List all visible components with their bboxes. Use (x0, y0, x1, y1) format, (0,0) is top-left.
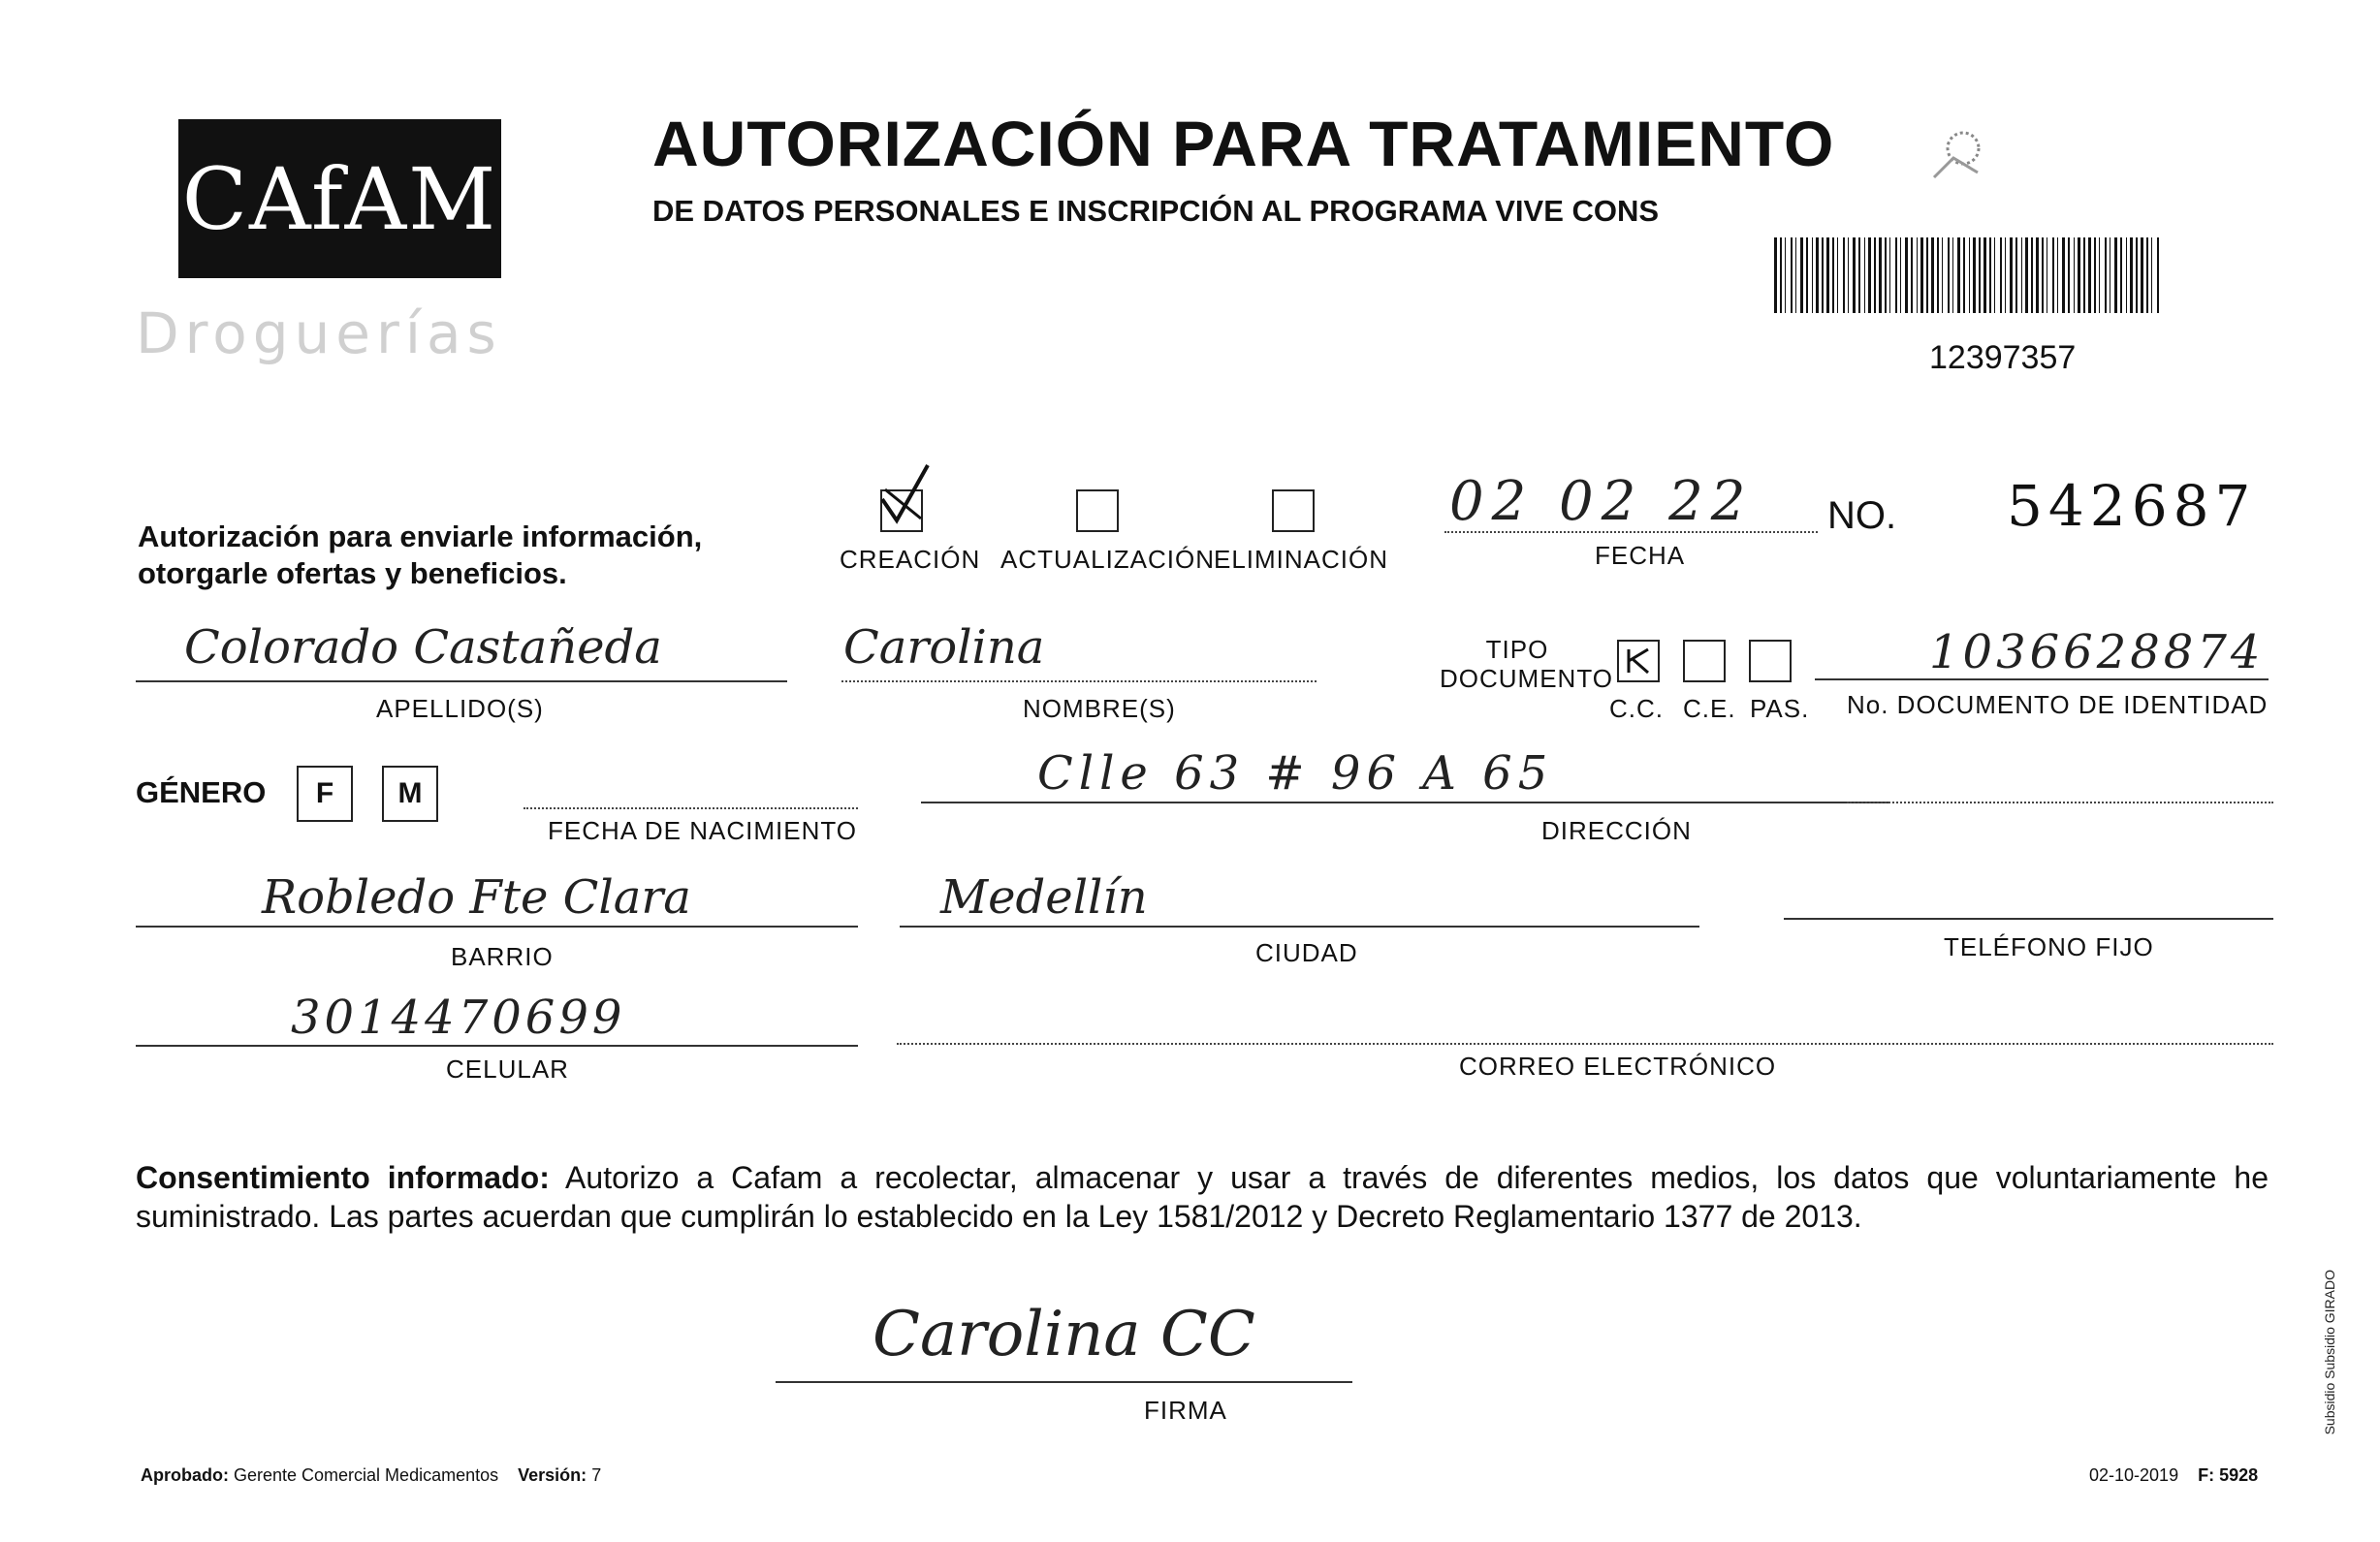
side-stamp-text: Subsidio Subsidio GIRADO (2322, 1270, 2337, 1435)
correo-label: CORREO ELECTRÓNICO (1459, 1052, 1777, 1081)
barcode-bar (1911, 237, 1913, 313)
document-subtitle: DE DATOS PERSONALES E INSCRIPCIÓN AL PROGRAMA VIVE CONS (652, 194, 1660, 228)
barcode-bar (1994, 237, 1995, 313)
barcode-bar (1889, 237, 1890, 313)
barcode-bar (2146, 237, 2148, 313)
version-label: Versión: (518, 1465, 587, 1485)
barcode-bar (2031, 237, 2033, 313)
barcode-bar (1826, 237, 1829, 313)
apellidos-label: APELLIDO(S) (376, 694, 544, 723)
barcode-bar (1920, 237, 1923, 313)
barcode-bar (2130, 237, 2133, 313)
direccion-line (921, 802, 1890, 803)
actualizacion-label: ACTUALIZACIÓN (1000, 545, 1216, 574)
consent-text: Autorizo a Cafam a recolectar, almacenar y usar a través de diferentes medios, los datos que voluntariamente he suministrado. Las partes acuerdan que cumplirán lo establecido en la Ley 1581/2012 y Decreto Reglamentario 1377 de 2013. (136, 1160, 2269, 1234)
barcode-bar (2042, 237, 2044, 313)
barcode-bar (2074, 237, 2075, 313)
barcode-bar (2105, 237, 2107, 313)
fecha-value[interactable]: 02 02 22 (1449, 470, 1754, 533)
telefono-label: TELÉFONO FIJO (1944, 932, 2154, 961)
barrio-value[interactable]: Robledo Fte Clara (262, 870, 691, 925)
barcode-bar (1957, 237, 1960, 313)
barcode-bar (1864, 237, 1865, 313)
barcode-bar (1900, 237, 1901, 313)
logo-subtitle: Droguerías (136, 300, 502, 366)
barcode-bar (1848, 237, 1849, 313)
barcode-bar (2078, 237, 2080, 313)
barcode-bar (1948, 237, 1950, 313)
ciudad-label: CIUDAD (1255, 938, 1358, 967)
pas-checkbox[interactable] (1749, 640, 1792, 682)
barcode-bar (1806, 237, 1808, 313)
barcode-bar (2094, 237, 2096, 313)
signature-label: FIRMA (1144, 1396, 1227, 1425)
nombres-label: NOMBRE(S) (1023, 694, 1176, 723)
barcode-bar (2036, 237, 2039, 313)
barcode-bar (2151, 237, 2152, 313)
celular-line (136, 1045, 858, 1047)
barcode-bar (2120, 237, 2122, 313)
barcode-bar (1895, 237, 1897, 313)
barcode-bar (2141, 237, 2143, 313)
barcode-bar (2114, 237, 2117, 313)
nombres-line (841, 680, 1317, 682)
intro-line-1: Autorización para enviarle información, (138, 519, 703, 553)
barrio-label: BARRIO (451, 942, 554, 971)
ciudad-line (900, 926, 1699, 928)
cc-label: C.C. (1609, 694, 1664, 723)
x-mark-icon (1621, 644, 1656, 678)
barcode-bar (2005, 237, 2006, 313)
barcode-bar (2025, 237, 2028, 313)
barcode-bar (1942, 237, 1943, 313)
barcode-bar (1800, 237, 1803, 313)
no-value: 542687 (2007, 473, 2257, 539)
footer-date-code (2089, 1465, 2258, 1486)
barcode-bar (1780, 237, 1782, 313)
gender-f-box[interactable] (297, 766, 353, 822)
gender-f-label: F (315, 777, 334, 809)
barcode-bar (1858, 237, 1860, 313)
barcode-bar (2099, 237, 2100, 313)
nombres-value[interactable]: Carolina (843, 620, 1045, 675)
barcode-bar (1812, 237, 1813, 313)
signature-value[interactable]: Carolina CC (873, 1299, 1255, 1370)
aprobado-label: Aprobado: (141, 1465, 229, 1485)
barcode-bar (1843, 237, 1845, 313)
barcode-bar (1963, 237, 1965, 313)
direccion-line-2 (1847, 802, 2273, 803)
barcode-bar (2000, 237, 2002, 313)
checkmark-icon (868, 460, 945, 538)
gender-m-label: M (397, 777, 423, 809)
signature-line (776, 1381, 1352, 1383)
barcode-bar (2010, 237, 2013, 313)
barcode-bar (1917, 237, 1918, 313)
celular-label: CELULAR (446, 1054, 569, 1084)
barcode-bar (1905, 237, 1908, 313)
consent-paragraph (136, 1158, 2269, 1236)
barcode-bar (1837, 237, 1838, 313)
no-label: NO. (1827, 494, 1897, 537)
barrio-line (136, 926, 858, 928)
ce-checkbox[interactable] (1683, 640, 1726, 682)
apellidos-line (136, 680, 787, 682)
barcode-bar (1969, 237, 1970, 313)
footer-code: F: 5928 (2198, 1465, 2259, 1485)
barcode-bar (2083, 237, 2085, 313)
genero-label: GÉNERO (136, 775, 267, 809)
barcode-bar (1989, 237, 1991, 313)
barcode-bar (1795, 237, 1796, 313)
cafam-logo (178, 119, 501, 278)
barcode-bar (2052, 237, 2054, 313)
celular-value[interactable]: 3014470699 (291, 991, 626, 1045)
intro-line-2: otorgarle ofertas y beneficios. (138, 556, 567, 590)
apellidos-value[interactable]: Colorado Castañeda (184, 620, 662, 675)
fecha-nacimiento-label: FECHA DE NACIMIENTO (548, 816, 858, 845)
barcode-bar (2057, 237, 2058, 313)
barcode-bar (1816, 237, 1819, 313)
barcode-bar (1853, 237, 1856, 313)
barcode-bar (2157, 237, 2159, 313)
pas-label: PAS. (1750, 694, 1810, 723)
documento-line (1815, 678, 2269, 680)
barcode-bar (1937, 237, 1939, 313)
barcode-bar (2062, 237, 2065, 313)
barcode-bar (2126, 237, 2127, 313)
stamp-mark-icon (1924, 124, 1992, 187)
footer-date: 02-10-2019 (2089, 1465, 2179, 1485)
barcode-bar (1785, 237, 1786, 313)
barcode-bar (1874, 237, 1876, 313)
barcode-bar (2088, 237, 2091, 313)
barcode-bar (1868, 237, 1871, 313)
ce-label: C.E. (1683, 694, 1736, 723)
version-value: 7 (591, 1465, 602, 1485)
barcode-bar (2015, 237, 2017, 313)
barcode-bar (1983, 237, 1986, 313)
barcode-bar (1926, 237, 1928, 313)
barcode-bar (1952, 237, 1953, 313)
footer-approval (141, 1465, 601, 1486)
barcode-bar (1931, 237, 1934, 313)
barcode-bar (2136, 237, 2138, 313)
document-title: AUTORIZACIÓN PARA TRATAMIENTO (652, 108, 1835, 179)
direccion-label: DIRECCIÓN (1541, 816, 1692, 845)
direccion-value[interactable]: Clle 63 # 96 A 65 (1037, 746, 1554, 801)
barcode-bar (1885, 237, 1887, 313)
actualizacion-checkbox[interactable] (1076, 489, 1119, 532)
barcode-bar (1791, 237, 1793, 313)
barcode (1774, 237, 2162, 313)
gender-m-box[interactable] (382, 766, 438, 822)
fecha-line (1444, 531, 1818, 533)
barcode-bar (1879, 237, 1882, 313)
barcode-bar (1774, 237, 1777, 313)
barcode-bar (2021, 237, 2022, 313)
documento-value[interactable]: 1036628874 (1929, 625, 2265, 679)
barcode-number: 12397357 (1929, 339, 2077, 376)
tipo-line-1: TIPO (1485, 635, 1549, 664)
tipo-documento-label (1440, 635, 1613, 693)
fecha-nacimiento-line (524, 807, 858, 809)
eliminacion-label: ELIMINACIÓN (1214, 545, 1389, 574)
telefono-line (1784, 918, 2273, 920)
correo-line (897, 1043, 2273, 1045)
logo-text: CAfAM (181, 148, 498, 249)
aprobado-value: Gerente Comercial Medicamentos (234, 1465, 499, 1485)
barcode-bar (1979, 237, 1981, 313)
fecha-label: FECHA (1595, 541, 1686, 570)
barcode-bar (1973, 237, 1976, 313)
consent-heading: Consentimiento informado: (136, 1160, 550, 1195)
authorization-intro (138, 519, 702, 592)
tipo-line-2: DOCUMENTO (1440, 664, 1613, 693)
documento-label: No. DOCUMENTO DE IDENTIDAD (1847, 690, 2269, 719)
barcode-bar (1822, 237, 1824, 313)
barcode-bar (2068, 237, 2070, 313)
creacion-label: CREACIÓN (840, 545, 981, 574)
barcode-bar (1832, 237, 1834, 313)
eliminacion-checkbox[interactable] (1272, 489, 1315, 532)
ciudad-value[interactable]: Medellín (940, 870, 1148, 925)
